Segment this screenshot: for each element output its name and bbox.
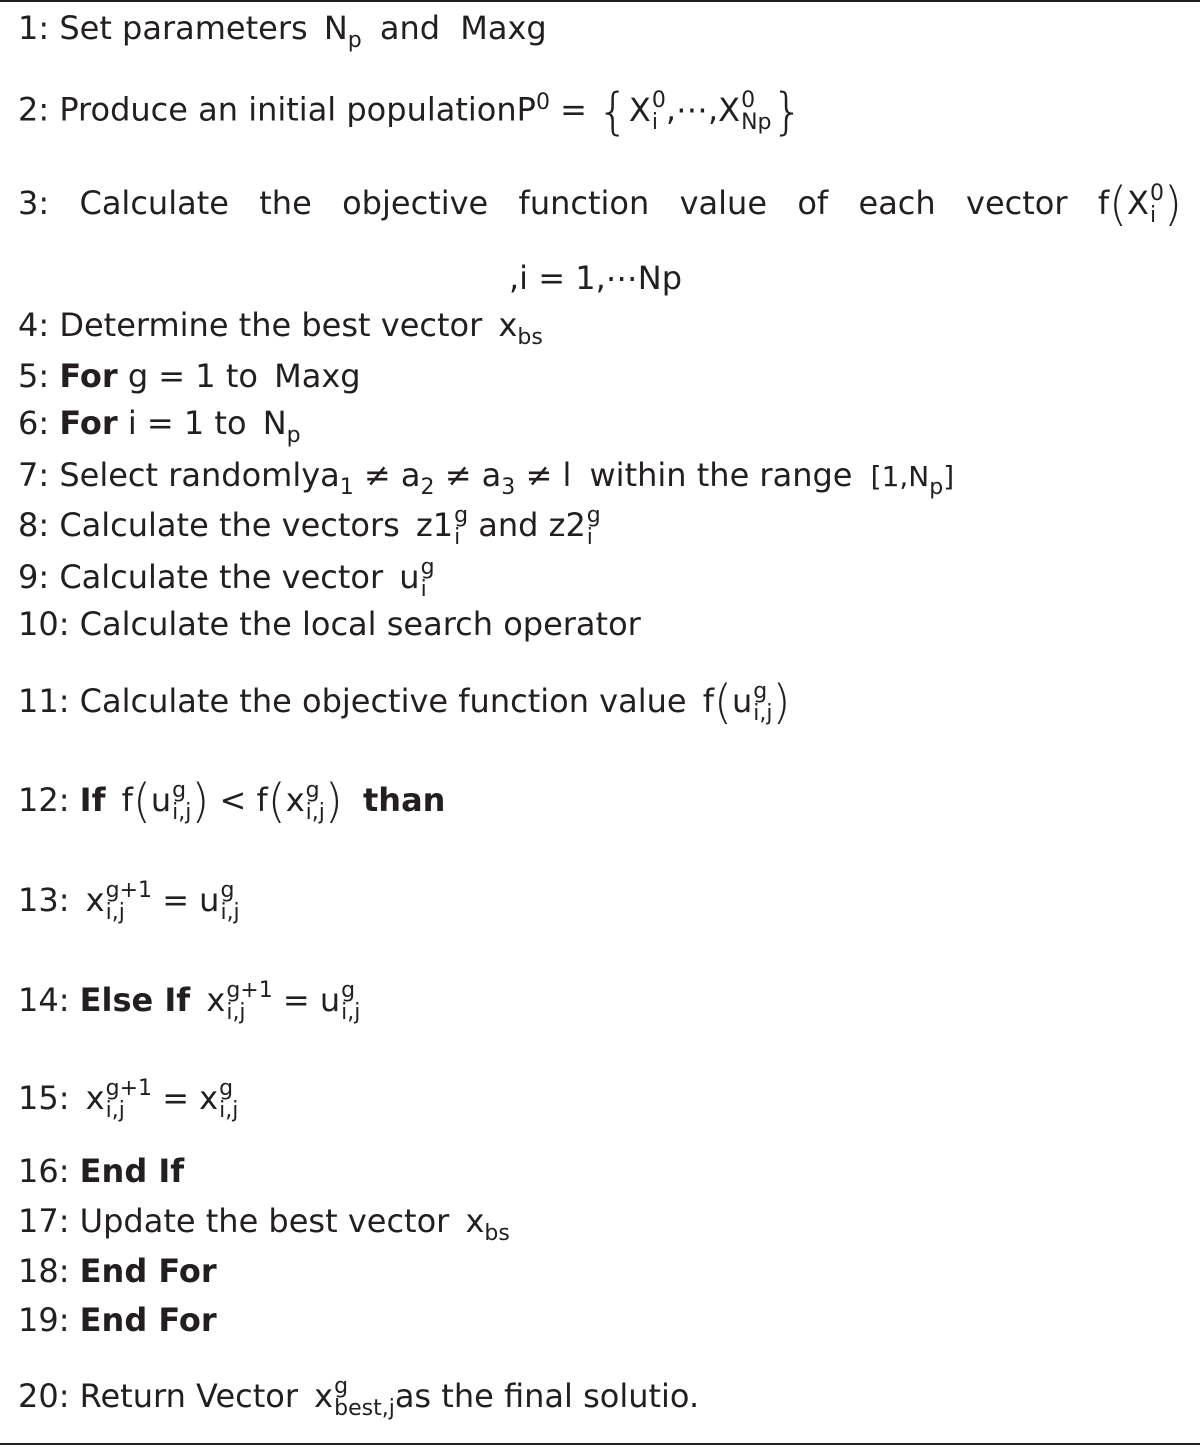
algorithm-step-15 bbox=[18, 1078, 238, 1122]
step-number: 20: bbox=[18, 1377, 70, 1415]
vector-u-i-g: u g i bbox=[399, 555, 435, 602]
algorithm-step-8: 8: Calculate the vectors z1 g i and z2 g i bbox=[18, 503, 601, 550]
step-text: Calculate the objective function value bbox=[79, 682, 687, 720]
step-number: 12: bbox=[18, 781, 70, 819]
table-bottom-rule bbox=[0, 1443, 1200, 1445]
table-top-rule bbox=[0, 0, 1200, 2]
algorithm-step-2: 2: Produce an initial populationP$^0$ = {X 0 i ,⋯,X 0 Np } bbox=[18, 82, 804, 141]
algorithm-step-13 bbox=[18, 880, 240, 924]
step-text: Set parameters bbox=[59, 9, 308, 47]
algorithm-step-5: 5: For g = 1 to Maxg bbox=[18, 357, 361, 395]
step-number: 4: bbox=[18, 306, 50, 344]
param-np: $N_p$ bbox=[323, 9, 362, 53]
vector-z1: z1 g i bbox=[415, 503, 469, 550]
step-number: 10: bbox=[18, 605, 70, 643]
step-number: 2: bbox=[18, 90, 50, 129]
keyword-end-if: End If bbox=[79, 1152, 185, 1190]
keyword-than: than bbox=[363, 781, 446, 819]
step-3-continuation: ,i = 1,⋯Np bbox=[509, 259, 682, 297]
step-number: 9: bbox=[18, 558, 50, 596]
algorithm-step-17 bbox=[18, 1201, 510, 1254]
step-text: Return Vector bbox=[79, 1377, 298, 1415]
param-maxg: Maxg bbox=[460, 9, 547, 47]
algorithm-step-20 bbox=[18, 1376, 699, 1420]
step-number: 5: bbox=[18, 357, 50, 395]
algorithm-step-6: 6: For i = 1 to $N_p$ bbox=[18, 403, 301, 456]
step-number: 8: bbox=[18, 506, 50, 544]
index-l: l bbox=[562, 456, 572, 494]
step-number: 15: bbox=[18, 1079, 70, 1117]
close-brace: } bbox=[771, 82, 804, 141]
vector-x-i-0: X 0 i bbox=[628, 87, 666, 135]
step-number: 17: bbox=[18, 1202, 70, 1240]
algorithm-step-1 bbox=[18, 8, 547, 61]
step-number: 19: bbox=[18, 1301, 70, 1339]
algorithm-step-9 bbox=[18, 557, 435, 601]
limit-np: $N_p$ bbox=[262, 404, 301, 448]
index-a3: $a_3$ bbox=[481, 456, 516, 500]
step-text: Produce an initial population bbox=[59, 90, 517, 129]
keyword-end-for: End For bbox=[79, 1301, 217, 1339]
range-1-np: $[1,N_p]$ bbox=[870, 460, 955, 500]
keyword-if: If bbox=[79, 781, 106, 819]
index-a2: $a_2$ bbox=[400, 456, 435, 500]
algorithm-step-19 bbox=[18, 1300, 217, 1340]
algorithm-step-3: 3: Calculate the objective function value of each vector f(X 0 i ) bbox=[18, 177, 1182, 231]
algorithm-step-7: 7: Select randomlya$_1$ ≠ $a_2 \ne a_3 \ne l$ within the range $[1,N_p]$ bbox=[18, 455, 954, 508]
objective-f-x-i-0: f(X 0 i ) bbox=[1097, 177, 1182, 231]
objective-f-u: f(u g i,j ) bbox=[702, 675, 791, 729]
keyword-for: For bbox=[59, 404, 118, 442]
and-text: and bbox=[379, 9, 441, 47]
keyword-for: For bbox=[59, 357, 118, 395]
population-p0: $P^0$ bbox=[516, 90, 550, 129]
vector-x-np-0: X 0 Np bbox=[718, 87, 772, 135]
keyword-end-for: End For bbox=[79, 1252, 217, 1290]
keyword-else-if: Else If bbox=[79, 981, 191, 1019]
algorithm-step-12 bbox=[18, 774, 446, 828]
best-vector-xbs: $x_{bs}$ bbox=[465, 1202, 510, 1246]
algorithm-step-18 bbox=[18, 1251, 217, 1291]
step-number: 1: bbox=[18, 9, 50, 47]
step-number: 14: bbox=[18, 981, 70, 1019]
step-number: 6: bbox=[18, 404, 50, 442]
limit-maxg: Maxg bbox=[274, 357, 361, 395]
step-text: Determine the best vector bbox=[59, 306, 483, 344]
algorithm-step-11 bbox=[18, 675, 791, 729]
step-number: 3: bbox=[18, 184, 50, 222]
step-text: Calculate the local search operator bbox=[79, 605, 641, 643]
algorithm-step-16 bbox=[18, 1151, 184, 1191]
step-tail: as the final solutio. bbox=[394, 1377, 700, 1415]
step-number: 7: bbox=[18, 456, 50, 494]
step-number: 11: bbox=[18, 682, 70, 720]
step-text: Update the best vector bbox=[79, 1202, 450, 1240]
step-text: Calculate the vectors bbox=[59, 506, 400, 544]
vector-x-best: x g best,j bbox=[314, 1374, 395, 1421]
open-brace: { bbox=[597, 82, 629, 141]
step-number: 18: bbox=[18, 1252, 70, 1290]
assignment-expression: x g+1 i,j = u g i,j bbox=[85, 878, 240, 925]
step-number: 16: bbox=[18, 1152, 70, 1190]
algorithm-step-14 bbox=[18, 980, 360, 1024]
vector-z2: z2 g i bbox=[548, 503, 601, 550]
algorithm-step-4 bbox=[18, 305, 543, 358]
step-text: Select randomly bbox=[59, 456, 321, 494]
assignment-expression: x g+1 i,j = u g i,j bbox=[206, 978, 361, 1025]
condition-expression: f(u g i,j ) < f(x g i,j ) bbox=[121, 774, 343, 828]
index-a1: $a_1$ bbox=[320, 456, 354, 500]
step-number: 13: bbox=[18, 881, 70, 919]
algorithm-step-10 bbox=[18, 604, 641, 644]
step-text: Calculate the vector bbox=[59, 558, 384, 596]
best-vector-xbs: $x_{bs}$ bbox=[498, 306, 543, 350]
assignment-expression: x g+1 i,j = x g i,j bbox=[85, 1076, 239, 1123]
